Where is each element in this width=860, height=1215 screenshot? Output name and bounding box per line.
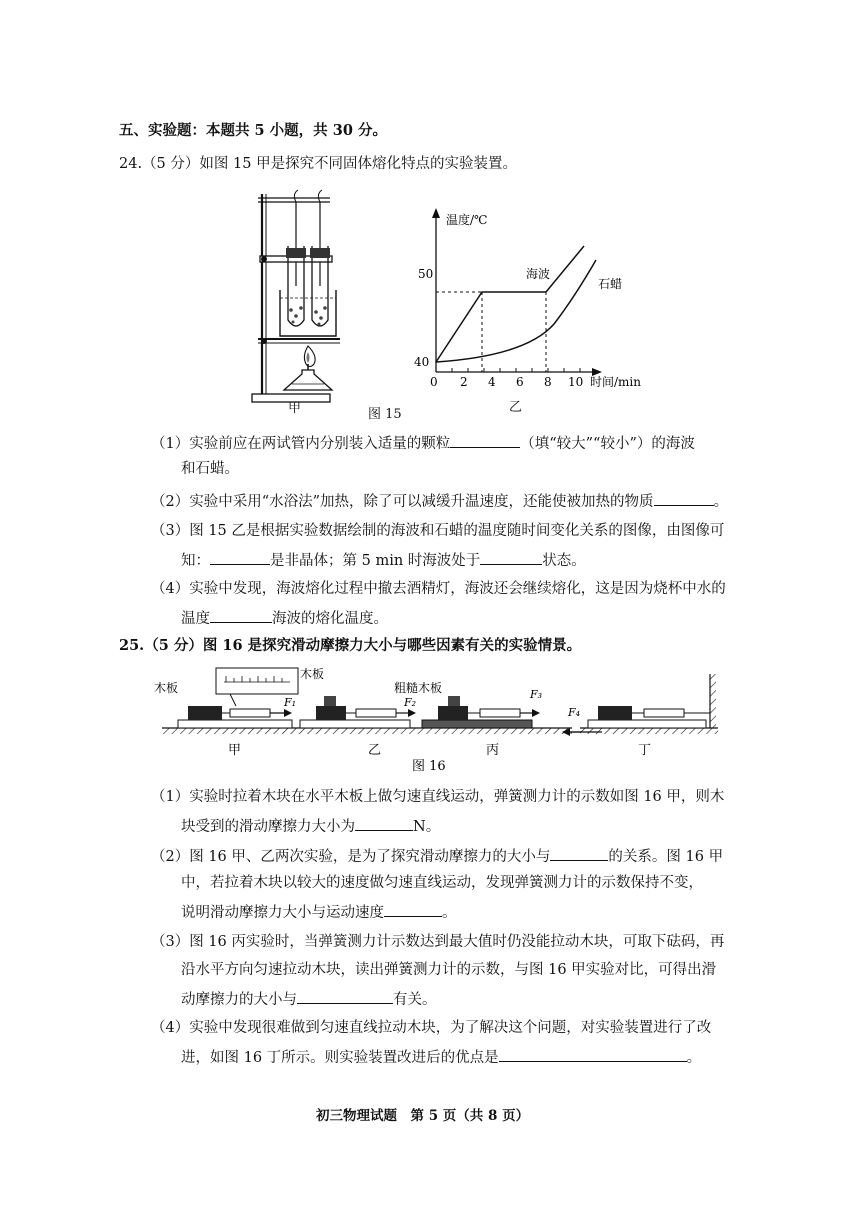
x-tick-10: 10 — [568, 375, 584, 389]
subfig-label-jia: 甲 — [228, 743, 242, 758]
x-tick-2: 2 — [460, 375, 468, 389]
q25-item-2-line-2: 中，若拉着木块以较大的速度做匀速直线运动，发现弹簧测力计的示数保持不变， — [181, 875, 703, 891]
force-label-f2: F₂ — [404, 696, 417, 709]
x-tick-4: 4 — [488, 375, 496, 389]
force-label-f3: F₃ — [530, 688, 543, 701]
answer-blank[interactable] — [654, 490, 714, 506]
figure-16-friction-diagram — [150, 662, 730, 780]
q25-item-3-line-3: 动摩擦力的大小与 有关。 — [181, 988, 437, 1010]
figure-16-caption: 图 16 — [412, 759, 446, 774]
q24-item-3-line-1: （3）图 15 乙是根据实验数据绘制的海波和石蜡的温度随时间变化关系的图像，由图像可 — [151, 523, 725, 539]
answer-blank[interactable] — [210, 607, 272, 623]
temperature-time-graph — [406, 206, 674, 396]
q25-item-1-line-1: （1）实验时拉着木块在水平木板上做匀速直线运动，弹簧测力计的示数如图 16 甲，则木 — [151, 789, 725, 805]
board-label-yi: 木板 — [300, 667, 325, 681]
y-axis-label: 温度/℃ — [446, 213, 488, 227]
board-label-bing: 粗糙木板 — [394, 681, 443, 695]
subfig-label-ding: 丁 — [638, 743, 652, 758]
q24-item-4-line-2: 温度 海波的熔化温度。 — [181, 607, 388, 629]
melting-apparatus-diagram — [230, 186, 360, 414]
x-tick-6: 6 — [516, 375, 524, 389]
x-tick-0: 0 — [430, 375, 438, 389]
y-tick-50: 50 — [418, 267, 434, 281]
x-axis-label: 时间/min — [590, 375, 641, 389]
q25-item-2-line-3: 说明滑动摩擦力大小与运动速度 。 — [181, 901, 457, 923]
answer-blank[interactable] — [355, 815, 413, 831]
q25-item-1-line-2: 块受到的滑动摩擦力大小为 N。 — [181, 815, 440, 837]
q24-item-1-line-2: 和石蜡。 — [181, 461, 239, 477]
y-tick-40: 40 — [414, 355, 430, 369]
x-tick-8: 8 — [544, 375, 552, 389]
q24-item-4-line-1: （4）实验中发现，海波熔化过程中撤去酒精灯，海波还会继续熔化，这是因为烧杯中水的 — [151, 581, 726, 597]
answer-blank[interactable] — [499, 1046, 687, 1062]
figure-15-caption: 图 15 — [368, 407, 402, 422]
q25-item-2-line-1: （2）图 16 甲、乙两次实验，是为了探究滑动摩擦力的大小与 的关系。图 16 甲 — [151, 845, 723, 867]
answer-blank[interactable] — [210, 549, 270, 565]
q25-stem: 25.（5 分）图 16 是探究滑动摩擦力大小与哪些因素有关的实验情景。 — [119, 637, 582, 654]
answer-blank[interactable] — [297, 988, 393, 1004]
curve-label-shila: 石蜡 — [598, 277, 623, 291]
q25-item-4-line-1: （4）实验中发现很难做到匀速直线拉动木块，为了解决这个问题，对实验装置进行了改 — [151, 1020, 712, 1036]
curve-label-haibo: 海波 — [526, 267, 551, 281]
q24-stem: 24.（5 分）如图 15 甲是探究不同固体熔化特点的实验装置。 — [119, 156, 518, 172]
subfig-label-bing: 丙 — [486, 743, 500, 758]
q25-item-3-line-1: （3）图 16 丙实验时，当弹簧测力计示数达到最大值时仍没能拉动木块，可取下砝码，再 — [151, 934, 725, 950]
force-label-f4: F₄ — [568, 706, 581, 719]
figure-15 — [230, 186, 670, 422]
answer-blank[interactable] — [450, 432, 520, 448]
section-title: 五、实验题：本题共 5 小题，共 30 分。 — [119, 122, 387, 139]
answer-blank[interactable] — [384, 901, 442, 917]
q24-item-2: （2）实验中采用“水浴法”加热，除了可以减缓升温速度，还能使被加热的物质 。 — [151, 490, 728, 512]
figure-15-right-label: 乙 — [509, 400, 523, 415]
board-label-jia: 木板 — [154, 681, 179, 695]
q25-item-3-line-2: 沿水平方向匀速拉动木块，读出弹簧测力计的示数，与图 16 甲实验对比，可得出滑 — [181, 962, 717, 978]
q24-item-1-line-1: （1）实验前应在两试管内分别装入适量的颗粒 （填“较大”“较小”）的海波 — [151, 432, 695, 454]
page-footer: 初三物理试题 第 5 页（共 8 页） — [316, 1108, 530, 1124]
answer-blank[interactable] — [550, 845, 608, 861]
q24-item-3-line-2: 知： 是非晶体；第 5 min 时海波处于 状态。 — [181, 549, 586, 571]
q25-item-4-line-2: 进，如图 16 丁所示。则实验装置改进后的优点是 。 — [181, 1046, 701, 1068]
subfig-label-yi: 乙 — [368, 743, 382, 758]
force-label-f1: F₁ — [284, 696, 297, 709]
answer-blank[interactable] — [480, 549, 542, 565]
figure-15-left-label: 甲 — [288, 401, 302, 416]
